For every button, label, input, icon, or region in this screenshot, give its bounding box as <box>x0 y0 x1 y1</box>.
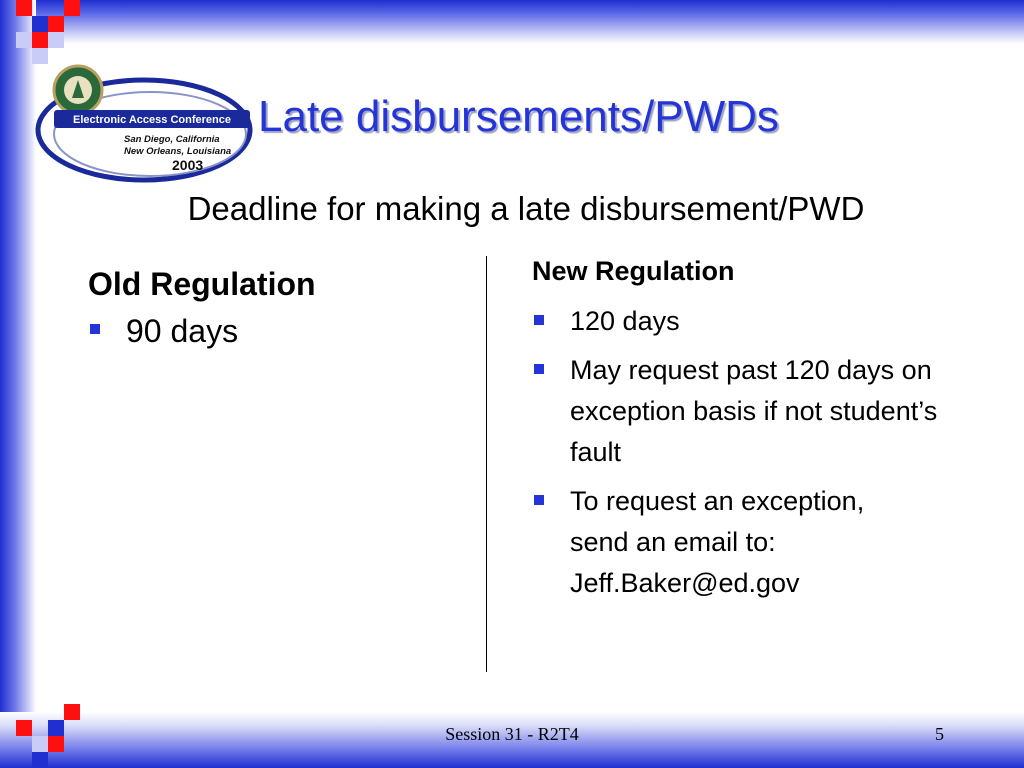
slide-title: Late disbursements/PWDs <box>258 92 779 141</box>
list-item <box>88 311 468 351</box>
logo-line1-text: San Diego, California <box>124 134 220 145</box>
checker-square <box>32 48 48 64</box>
checker-square <box>32 16 48 32</box>
page-number: 5 <box>935 724 944 744</box>
left-gradient-bar <box>0 0 36 768</box>
square-bullet-icon <box>534 364 544 374</box>
checker-square <box>16 32 32 48</box>
square-bullet-icon <box>534 495 544 505</box>
list-item <box>532 301 952 342</box>
new-regulation-column <box>532 256 952 612</box>
footer-session-label: Session 31 - R2T4 <box>445 724 579 744</box>
old-regulation-list <box>88 311 468 351</box>
logo-name-text: Electronic Access Conference <box>73 114 231 126</box>
checker-square <box>64 704 80 720</box>
list-item <box>532 481 870 604</box>
bullet-text: May request past 120 days on exception basis if not student’s fault <box>570 355 938 467</box>
checker-square <box>32 752 48 768</box>
checker-square <box>16 0 32 16</box>
bullet-text: 120 days <box>570 306 680 336</box>
square-bullet-icon <box>534 315 544 325</box>
list-item <box>532 350 942 473</box>
slide-subtitle: Deadline for making a late disbursement/PWD <box>187 190 865 227</box>
new-regulation-list <box>532 301 952 604</box>
square-bullet-icon <box>90 324 100 334</box>
bullet-text: To request an exception, send an email to: Jeff.Baker@ed.gov <box>570 486 865 598</box>
checker-square <box>48 16 64 32</box>
conference-logo <box>32 64 262 184</box>
checker-square <box>48 32 64 48</box>
bullet-text: 90 days <box>126 313 239 349</box>
logo-year-text: 2003 <box>172 157 204 173</box>
old-regulation-heading: Old Regulation <box>88 266 316 302</box>
checker-square <box>64 0 80 16</box>
checker-square <box>32 32 48 48</box>
top-gradient-bar <box>0 0 1024 44</box>
conference-logo-graphic <box>32 64 262 184</box>
column-divider <box>486 256 487 672</box>
logo-line2-text: New Orleans, Louisiana <box>124 146 232 157</box>
new-regulation-heading: New Regulation <box>532 256 735 286</box>
top-left-checker-decoration <box>0 0 80 64</box>
old-regulation-column <box>88 266 468 351</box>
